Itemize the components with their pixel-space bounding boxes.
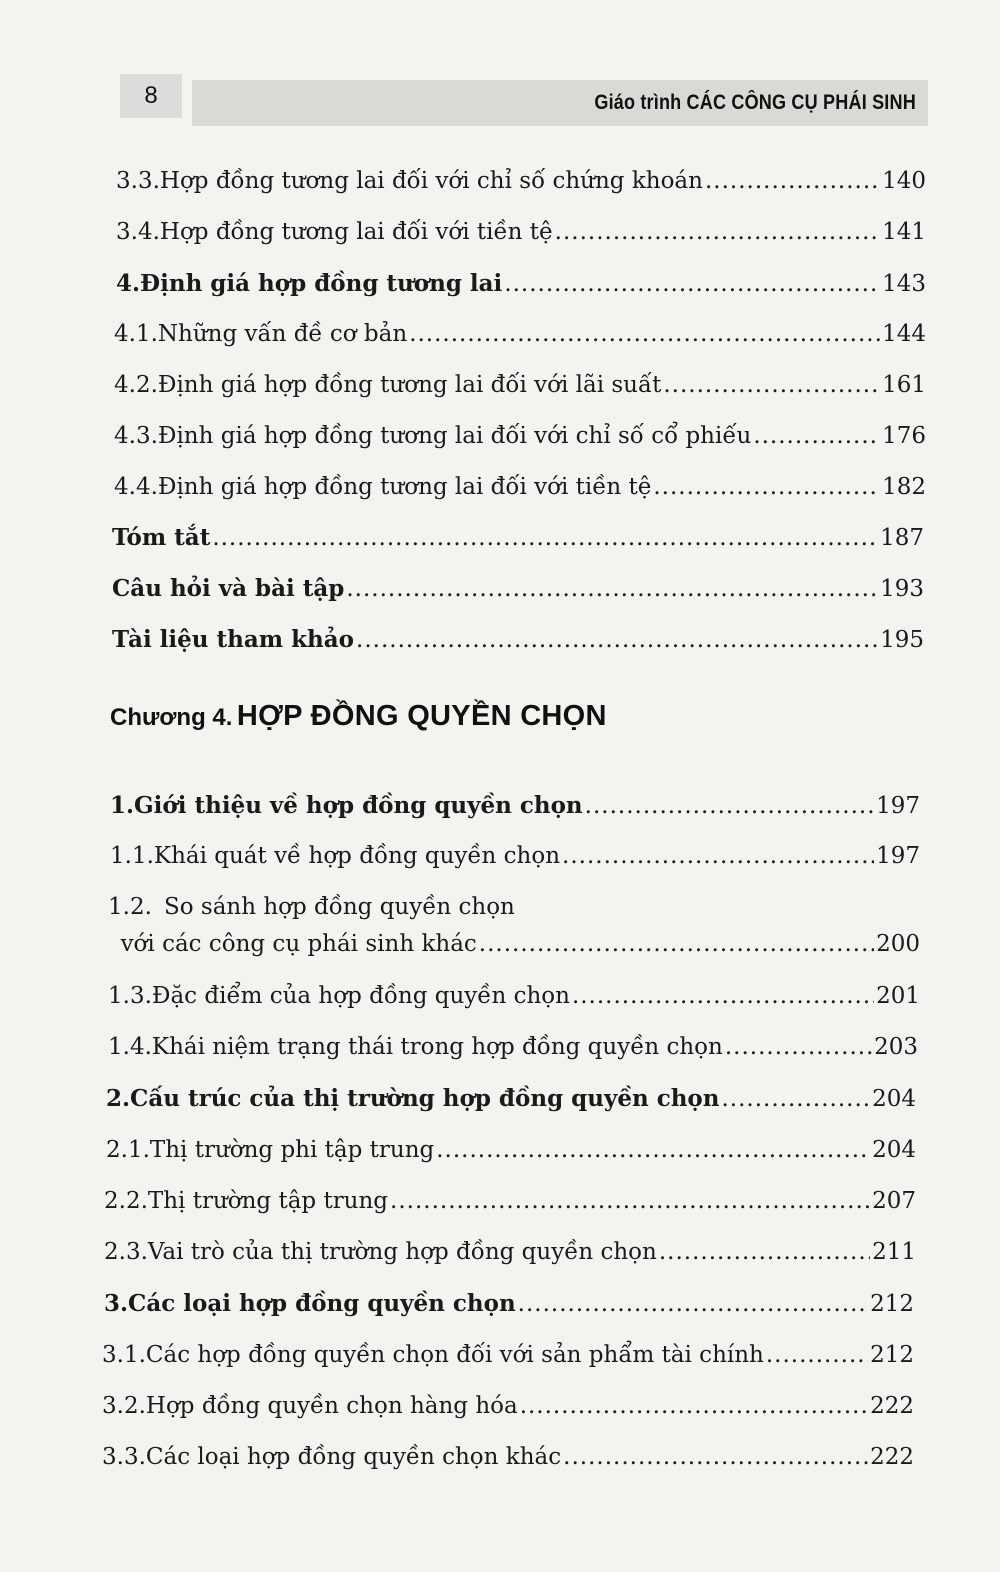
toc-entry-title: Các loại hợp đồng quyền chọn	[128, 1290, 516, 1317]
toc-leader-dots	[436, 1137, 870, 1163]
toc-entry-page: 193	[880, 576, 924, 602]
toc-entry[interactable]	[114, 321, 926, 361]
toc-leader-dots	[705, 168, 880, 194]
book-title: Giáo trình CÁC CÔNG CỤ PHÁI SINH	[594, 91, 916, 114]
toc-entry-number: 1.3.	[108, 983, 152, 1009]
toc-entry-title: Khái niệm trạng thái trong hợp đồng quyền chọn	[151, 1034, 723, 1060]
toc-entry-page: 204	[872, 1137, 916, 1163]
toc-leader-dots	[520, 1393, 868, 1419]
toc-entry-number: 3.	[104, 1290, 129, 1317]
toc-entry-page: 187	[880, 525, 924, 551]
toc-entry-title: Hợp đồng tương lai đối với chỉ số chứng khoán	[159, 168, 703, 194]
toc-leader-dots	[721, 1086, 870, 1112]
toc-entry[interactable]	[102, 1393, 914, 1433]
toc-entry-title: Thị trường phi tập trung	[149, 1137, 435, 1163]
toc-entry-number: 4.1.	[114, 321, 158, 347]
toc-entry-number: 1.4.	[108, 1034, 152, 1060]
toc-leader-dots	[346, 576, 878, 602]
toc-entry-title: Cấu trúc của thị trường hợp đồng quyền chọn	[130, 1085, 720, 1112]
toc-leader-dots	[390, 1188, 870, 1214]
toc-entry-title: Câu hỏi và bài tập	[112, 575, 345, 602]
toc-entry-line1[interactable]	[108, 894, 515, 920]
toc-entry[interactable]	[106, 1137, 916, 1177]
toc-entry-number: 2.3.	[104, 1239, 148, 1265]
toc-entry-number: 3.4.	[116, 219, 160, 245]
toc-leader-dots	[585, 793, 874, 819]
toc-entry-number: 4.3.	[114, 423, 158, 449]
toc-entry-title: Tóm tắt	[112, 524, 211, 551]
toc-entry-number: 2.1.	[106, 1137, 150, 1163]
toc-entry-title: Những vấn đề cơ bản	[157, 321, 408, 347]
toc-entry-title-line1: So sánh hợp đồng quyền chọn	[164, 894, 515, 920]
toc-entry[interactable]	[114, 423, 926, 463]
toc-entry[interactable]	[116, 168, 926, 208]
toc-entry-number: 2.2.	[104, 1188, 148, 1214]
toc-entry-number: 3.2.	[102, 1393, 146, 1419]
toc-leader-dots	[563, 1444, 868, 1470]
toc-entry[interactable]	[104, 1290, 914, 1330]
toc-entry-number: 1.2.	[108, 894, 152, 920]
toc-entry-title: Các hợp đồng quyền chọn đối với sản phẩm tài chính	[145, 1342, 764, 1368]
toc-entry-number: 4.2.	[114, 372, 158, 398]
toc-leader-dots	[572, 983, 874, 1009]
toc-entry-number: 3.1.	[102, 1342, 146, 1368]
toc-entry-title: Hợp đồng quyền chọn hàng hóa	[145, 1393, 518, 1419]
toc-entry-page: 195	[880, 627, 924, 653]
toc-entry-number: 1.1.	[110, 843, 154, 869]
toc-entry-page: 204	[872, 1086, 916, 1112]
toc-entry[interactable]	[108, 931, 920, 971]
toc-entry-page: 143	[882, 271, 926, 297]
toc-entry-number: 2.	[106, 1085, 131, 1112]
toc-entry-title: Đặc điểm của hợp đồng quyền chọn	[151, 983, 570, 1009]
toc-entry-page: 201	[876, 983, 920, 1009]
toc-entry-title: Định giá hợp đồng tương lai đối với lãi suất	[157, 372, 662, 398]
toc-entry-page: 141	[882, 219, 926, 245]
toc-leader-dots	[753, 423, 880, 449]
toc-entry[interactable]	[106, 1085, 916, 1125]
toc-leader-dots	[479, 931, 874, 957]
toc-leader-dots	[555, 219, 880, 245]
toc-entry[interactable]	[114, 474, 926, 514]
toc-entry-page: 197	[876, 793, 920, 819]
toc-entry-title: Các loại hợp đồng quyền chọn khác	[145, 1444, 562, 1470]
toc-entry[interactable]	[116, 270, 926, 310]
toc-leader-dots	[504, 271, 880, 297]
toc-entry-page: 144	[882, 321, 926, 347]
toc-entry-page: 140	[882, 168, 926, 194]
toc-entry[interactable]	[110, 792, 920, 832]
toc-entry-page: 212	[870, 1291, 914, 1317]
toc-entry-number: 3.3.	[116, 168, 160, 194]
toc-entry-page: 176	[882, 423, 926, 449]
toc-entry-page: 200	[876, 931, 920, 957]
toc-entry-number: 4.	[116, 270, 141, 297]
toc-entry-title: Định giá hợp đồng tương lai đối với chỉ số cổ phiếu	[157, 423, 752, 449]
toc-entry-page: 211	[872, 1239, 916, 1265]
toc-entry-number: 3.3.	[102, 1444, 146, 1470]
toc-leader-dots	[725, 1034, 872, 1060]
toc-leader-dots	[659, 1239, 870, 1265]
toc-entry[interactable]	[108, 983, 920, 1023]
page-number: 8	[144, 82, 158, 109]
toc-entry-title: Thị trường tập trung	[147, 1188, 389, 1214]
toc-entry[interactable]	[104, 1188, 916, 1228]
toc-entry-title: Giới thiệu về hợp đồng quyền chọn	[134, 792, 583, 819]
toc-leader-dots	[409, 321, 880, 347]
toc-entry-number: 4.4.	[114, 474, 158, 500]
toc-entry[interactable]	[108, 1034, 918, 1074]
toc-leader-dots	[212, 525, 878, 551]
chapter-heading	[110, 700, 607, 733]
toc-entry-summary[interactable]	[112, 524, 924, 564]
toc-entry-title: Vai trò của thị trường hợp đồng quyền chọn	[147, 1239, 657, 1265]
toc-entry-page: 182	[882, 474, 926, 500]
toc-entry-references[interactable]	[112, 626, 924, 666]
toc-entry-title: Hợp đồng tương lai đối với tiền tệ	[159, 219, 553, 245]
toc-entry-page: 197	[876, 843, 920, 869]
toc-entry[interactable]	[114, 372, 926, 412]
toc-entry-title: Định giá hợp đồng tương lai đối với tiền tệ	[157, 474, 652, 500]
toc-entry-page: 203	[874, 1034, 918, 1060]
running-header	[192, 80, 928, 126]
chapter-title: HỢP ĐỒNG QUYỀN CHỌN	[236, 700, 607, 732]
toc-entry-page: 161	[882, 372, 926, 398]
toc-leader-dots	[766, 1342, 868, 1368]
toc-entry[interactable]	[104, 1239, 916, 1279]
toc-entry-number: 1.	[110, 792, 135, 819]
toc-leader-dots	[562, 843, 874, 869]
toc-entry-title: Định giá hợp đồng tương lai	[140, 270, 503, 297]
toc-entry-page: 207	[872, 1188, 916, 1214]
toc-leader-dots	[518, 1291, 868, 1317]
toc-entry[interactable]	[116, 219, 926, 259]
toc-leader-dots	[653, 474, 880, 500]
toc-entry-exercises[interactable]	[112, 575, 924, 615]
toc-entry-title: Khái quát về hợp đồng quyền chọn	[153, 843, 561, 869]
toc-entry-title: Tài liệu tham khảo	[112, 626, 355, 653]
chapter-number: Chương 4.	[110, 704, 233, 731]
toc-entry[interactable]	[110, 843, 920, 883]
toc-entry[interactable]	[102, 1342, 914, 1382]
toc-entry[interactable]	[102, 1444, 914, 1484]
toc-leader-dots	[356, 627, 878, 653]
toc-entry-page: 222	[870, 1444, 914, 1470]
toc-entry-page: 212	[870, 1342, 914, 1368]
toc-entry-page: 222	[870, 1393, 914, 1419]
page-number-box	[120, 74, 182, 118]
toc-leader-dots	[663, 372, 880, 398]
toc-entry-title: với các công cụ phái sinh khác	[120, 931, 477, 957]
